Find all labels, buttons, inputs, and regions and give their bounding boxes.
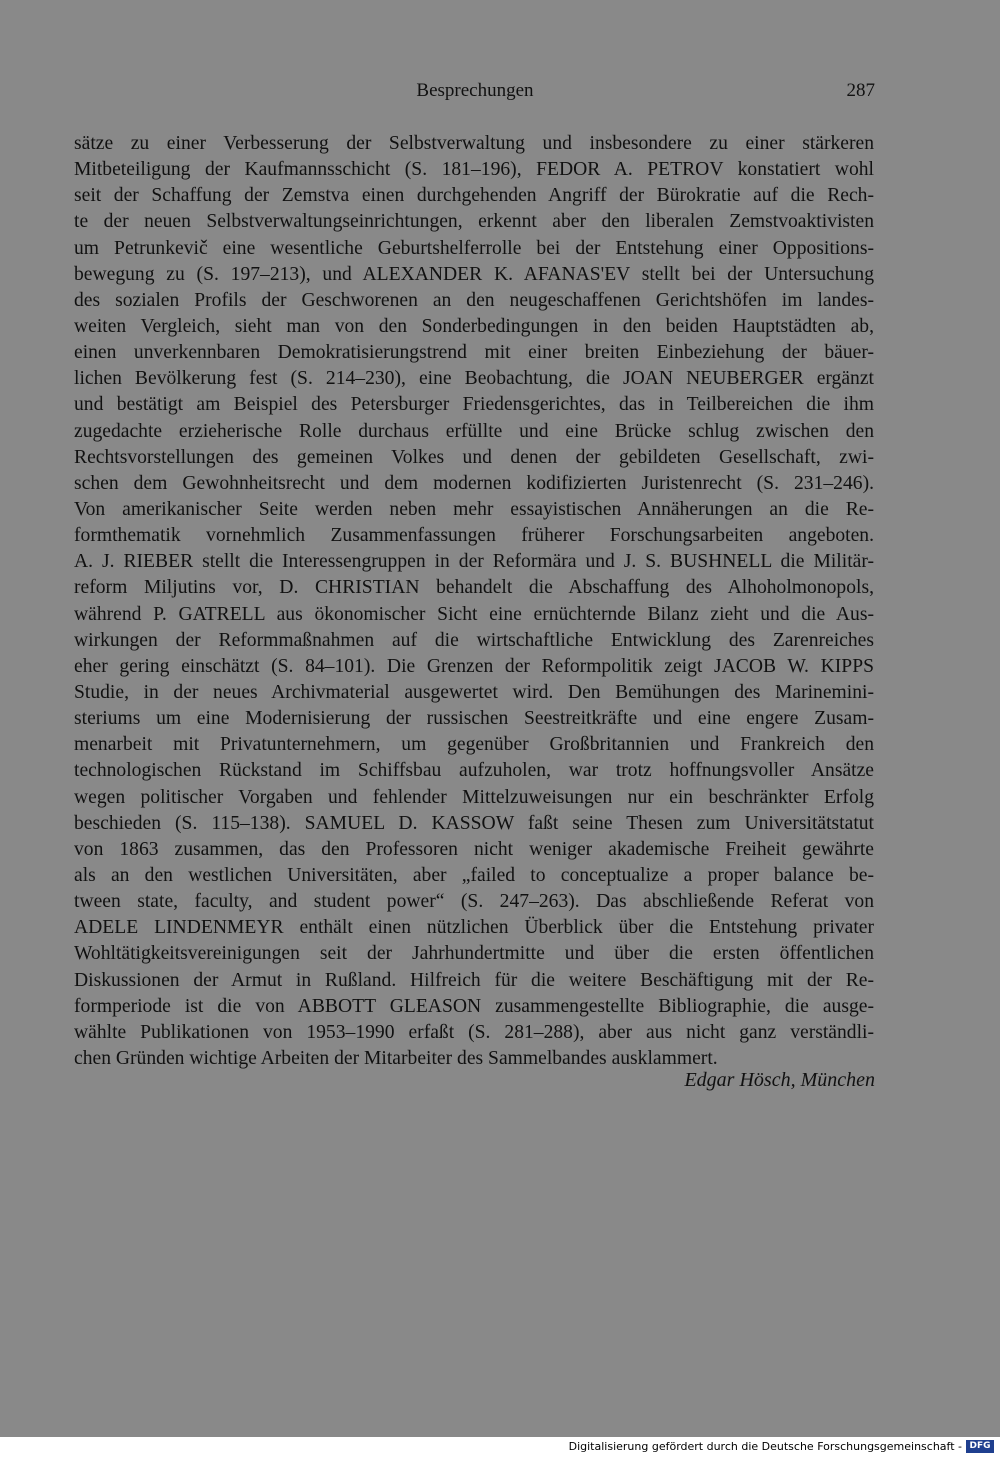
- text-line: formthematik vornehmlich Zusammenfassungen früherer Forschungsarbeiten angeboten.: [74, 525, 874, 547]
- text-line: Wohltätigkeitsvereinigungen seit der Jahrhundertmitte und über die ersten öffentlichen: [74, 943, 874, 965]
- text-line: wählte Publikationen von 1953–1990 erfaßt (S. 281–288), aber aus nicht ganz verständli-: [74, 1021, 874, 1043]
- header-title: Besprechungen: [416, 80, 534, 101]
- text-line: ADELE LINDENMEYR enthält einen nützlichen Überblick über die Entstehung privater: [74, 917, 874, 939]
- text-line: und bestätigt am Beispiel des Petersburger Friedensgerichtes, das in Teilbereichen die ihm: [74, 394, 874, 416]
- text-line: wegen politischer Vorgaben und fehlender Mittelzuweisungen nur ein beschränkter Erfolg: [74, 786, 874, 808]
- digitization-footer: [0, 1437, 1000, 1457]
- text-line: weiten Vergleich, sieht man von den Sonderbedingungen in den beiden Hauptstädten ab,: [74, 315, 874, 337]
- review-body-text: [74, 131, 874, 1072]
- text-line: eher gering einschätzt (S. 84–101). Die Grenzen der Reformpolitik zeigt JACOB W. KIPPS: [74, 655, 874, 677]
- text-line: A. J. RIEBER stellt die Interessengruppen in der Reformära und J. S. BUSHNELL die Militär-: [74, 551, 874, 573]
- text-line: als an den westlichen Universitäten, aber „failed to conceptualize a proper balance be-: [74, 864, 874, 886]
- text-line: Von amerikanischer Seite werden neben mehr essayistischen Annäherungen an die Re-: [74, 498, 874, 520]
- text-line: Diskussionen der Armut in Rußland. Hilfreich für die weitere Beschäftigung mit der Re-: [74, 969, 874, 991]
- text-line: des sozialen Profils der Geschworenen an den neugeschaffenen Gerichtshöfen im landes-: [74, 289, 874, 311]
- text-line: beschieden (S. 115–138). SAMUEL D. KASSOW faßt seine Thesen zum Universitätstatut: [74, 812, 874, 834]
- text-line: Studie, in der neues Archivmaterial ausgewertet wird. Den Bemühungen des Marinemini-: [74, 681, 874, 703]
- text-line: von 1863 zusammen, das den Professoren nicht weniger akademische Freiheit gewährte: [74, 838, 874, 860]
- text-line: bewegung zu (S. 197–213), und ALEXANDER K. AFANAS'EV stellt bei der Untersuchung: [74, 263, 874, 285]
- text-line: Mitbeteiligung der Kaufmannsschicht (S. 181–196), FEDOR A. PETROV konstatiert wohl: [74, 159, 874, 181]
- text-line: chen Gründen wichtige Arbeiten der Mitarbeiter des Sammelbandes ausklammert.: [74, 1047, 718, 1069]
- text-line: seit der Schaffung der Zemstva einen durchgehenden Angriff der Bürokratie auf die Rech-: [74, 185, 874, 207]
- text-line: reform Miljutins vor, D. CHRISTIAN behandelt die Abschaffung des Alhoholmonopols,: [74, 577, 874, 599]
- text-line: tween state, faculty, and student power“ (S. 247–263). Das abschließende Referat von: [74, 891, 874, 913]
- text-line: während P. GATRELL aus ökonomischer Sicht eine ernüchternde Bilanz zieht und die Aus-: [74, 603, 874, 625]
- text-line: lichen Bevölkerung fest (S. 214–230), eine Beobachtung, die JOAN NEUBERGER ergänzt: [74, 368, 874, 390]
- dfg-logo: DFG: [966, 1440, 994, 1453]
- text-line: menarbeit mit Privatunternehmern, um gegenüber Großbritannien und Frankreich den: [74, 734, 874, 756]
- text-line: Rechtsvorstellungen des gemeinen Volkes und denen der gebildeten Gesellschaft, zwi-: [74, 446, 874, 468]
- page-number: 287: [846, 80, 875, 101]
- footer-text: Digitalisierung gefördert durch die Deutsche Forschungsgemeinschaft -: [568, 1440, 962, 1453]
- text-line: formperiode ist die von ABBOTT GLEASON zusammengestellte Bibliographie, die ausge-: [74, 995, 874, 1017]
- author-signature: Edgar Hösch, München: [684, 1069, 875, 1091]
- running-header: [75, 80, 875, 104]
- text-line: wirkungen der Reformmaßnahmen auf die wirtschaftliche Entwicklung des Zarenreiches: [74, 629, 874, 651]
- text-line: technologischen Rückstand im Schiffsbau aufzuholen, war trotz hoffnungsvoller Ansätze: [74, 760, 874, 782]
- text-line: einen unverkennbaren Demokratisierungstrend mit einer breiten Einbeziehung der bäuer-: [74, 342, 874, 364]
- text-line: te der neuen Selbstverwaltungseinrichtungen, erkennt aber den liberalen Zemstvoaktivisten: [74, 211, 874, 233]
- text-line: steriums um eine Modernisierung der russischen Seestreitkräfte und eine engere Zusam-: [74, 708, 874, 730]
- text-line: schen dem Gewohnheitsrecht und dem modernen kodifizierten Juristenrecht (S. 231–246).: [74, 472, 874, 494]
- text-line: sätze zu einer Verbesserung der Selbstverwaltung und insbesondere zu einer stärkeren: [74, 133, 874, 154]
- text-line: um Petrunkevič eine wesentliche Geburtshelferrolle bei der Entstehung einer Oppositions-: [74, 237, 874, 259]
- text-line: zugedachte erzieherische Rolle durchaus erfüllte und eine Brücke schlug zwischen den: [74, 420, 874, 442]
